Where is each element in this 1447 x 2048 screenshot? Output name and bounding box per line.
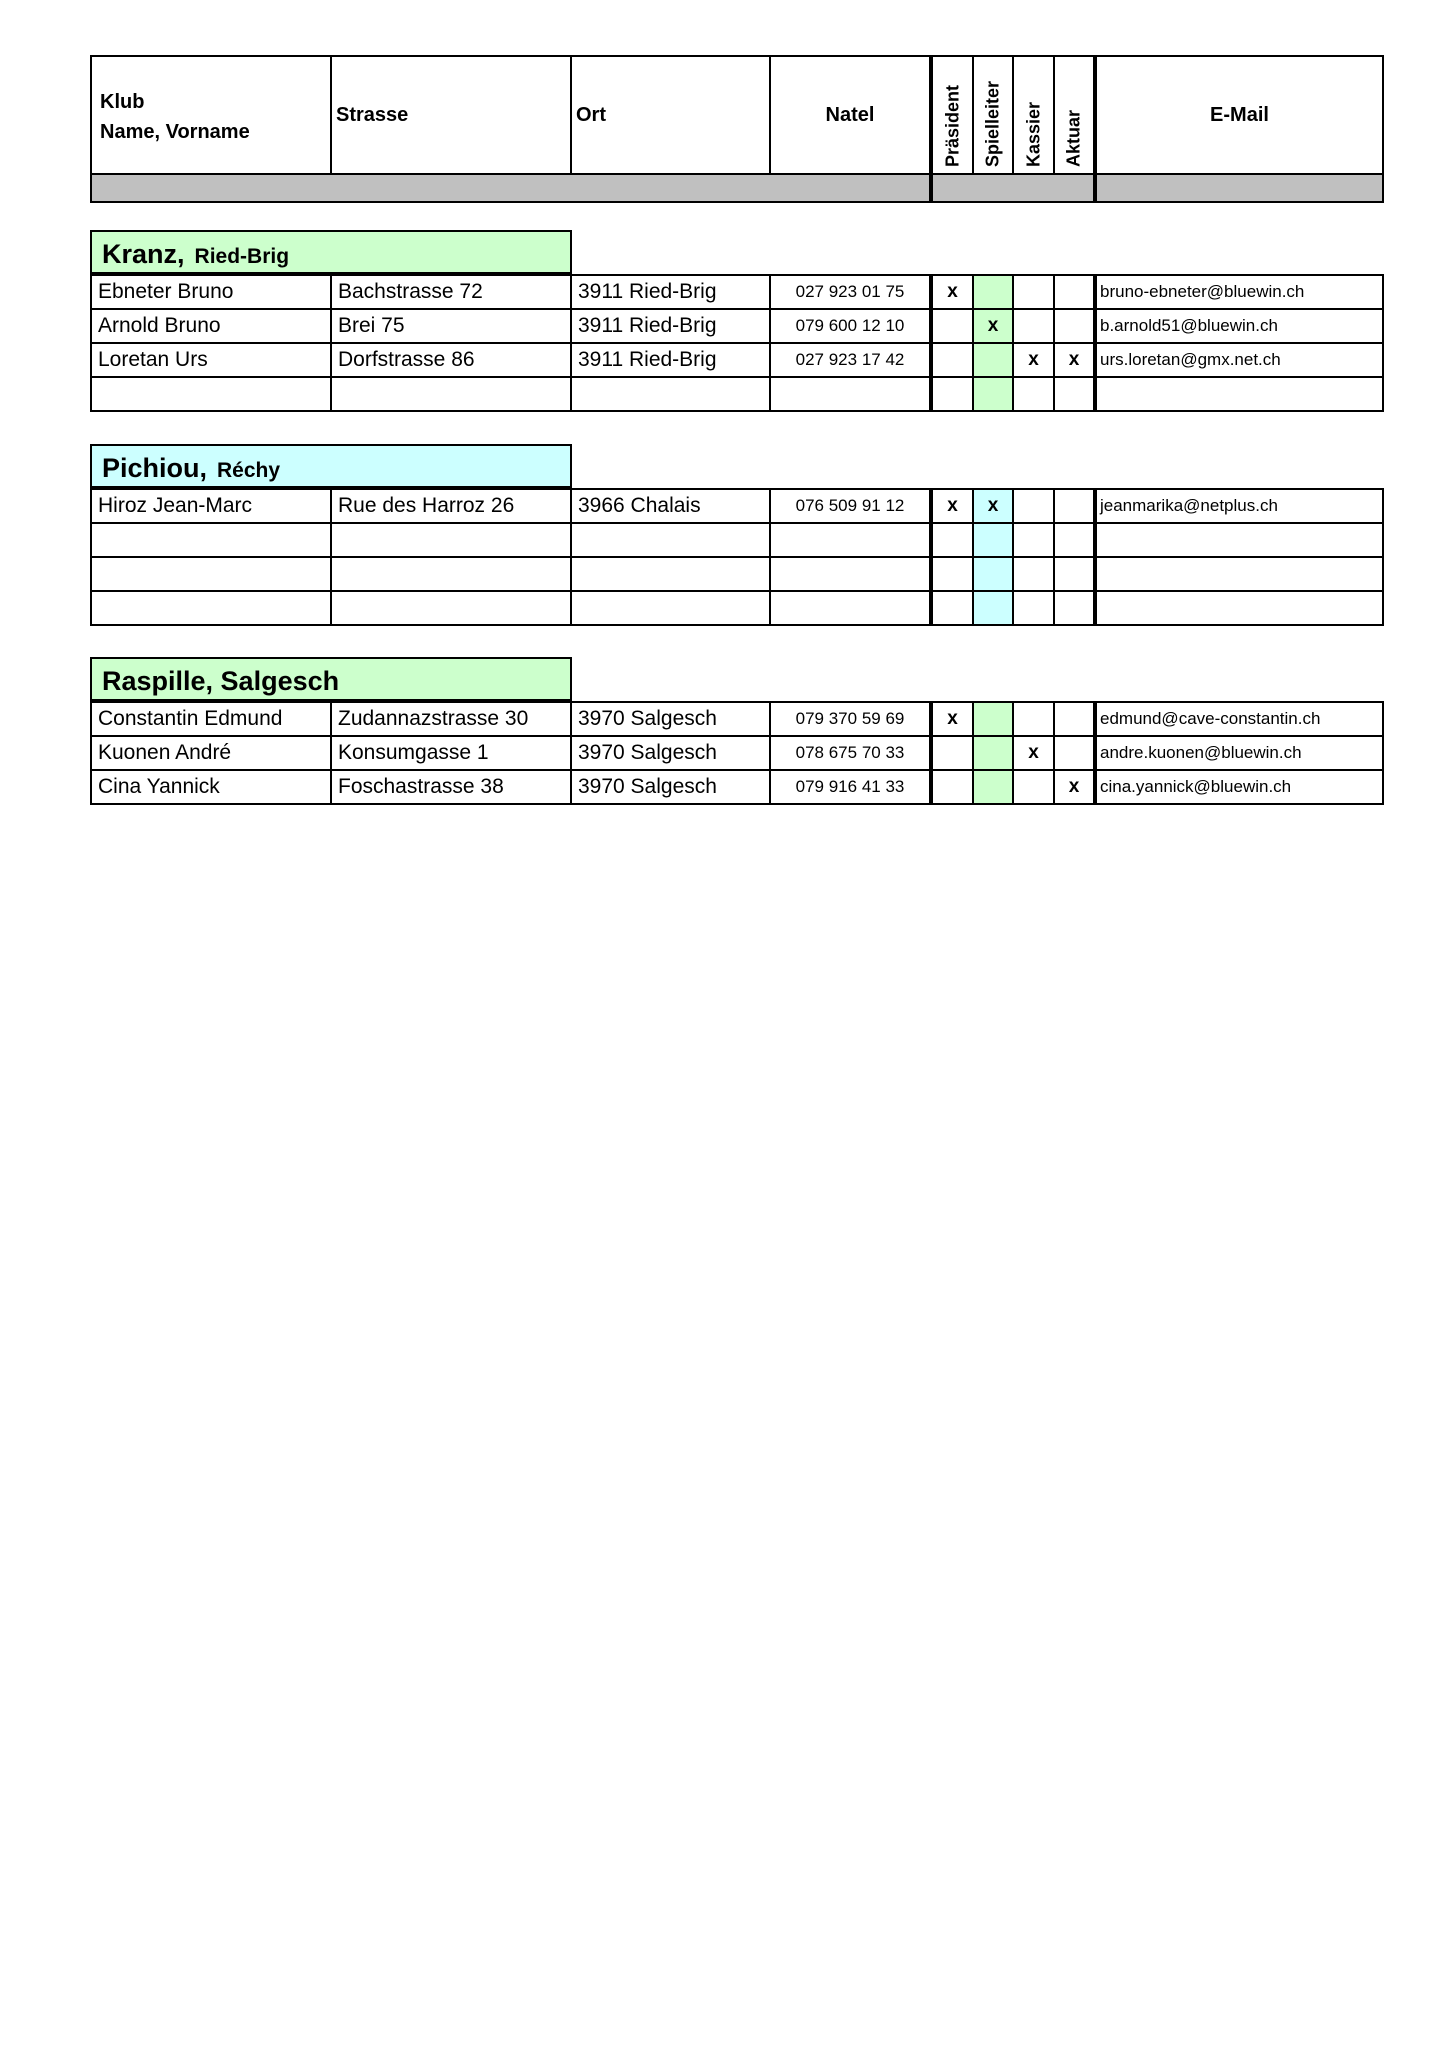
cell-name: Constantin Edmund	[92, 703, 332, 735]
cell-kass	[1014, 592, 1055, 624]
cell-spiel	[974, 524, 1014, 556]
cell-praes: x	[933, 703, 974, 735]
cell-email	[1097, 378, 1382, 410]
header-aktuar: Aktuar	[1055, 57, 1097, 173]
cell-street: Dorfstrasse 86	[332, 344, 572, 376]
header-klub-name	[92, 57, 332, 173]
cell-praes: x	[933, 490, 974, 522]
cell-praes: x	[933, 276, 974, 308]
club-title	[90, 444, 572, 488]
club-place: Réchy	[217, 459, 281, 482]
cell-street: Brei 75	[332, 310, 572, 342]
cell-tel: 027 923 01 75	[771, 276, 933, 308]
cell-kass: x	[1014, 737, 1055, 769]
cell-spiel	[974, 558, 1014, 590]
cell-name: Ebneter Bruno	[92, 276, 332, 308]
cell-street: Foschastrasse 38	[332, 771, 572, 803]
cell-street	[332, 378, 572, 410]
cell-street	[332, 524, 572, 556]
cell-tel: 079 600 12 10	[771, 310, 933, 342]
header-email: E-Mail	[1210, 104, 1269, 126]
header-strasse: Strasse	[332, 57, 572, 173]
cell-praes	[933, 524, 974, 556]
cell-ort	[572, 592, 771, 624]
cell-spiel	[974, 276, 1014, 308]
cell-tel: 076 509 91 12	[771, 490, 933, 522]
cell-name: Kuonen André	[92, 737, 332, 769]
cell-akt: x	[1055, 771, 1097, 803]
header-natel: Natel	[771, 57, 933, 173]
header-table	[90, 55, 1384, 203]
cell-ort	[572, 558, 771, 590]
club-place: Ried-Brig	[194, 245, 290, 268]
cell-kass	[1014, 378, 1055, 410]
cell-email	[1097, 524, 1382, 556]
table-row	[90, 488, 1384, 524]
cell-akt	[1055, 276, 1097, 308]
cell-akt	[1055, 524, 1097, 556]
table-row	[90, 342, 1384, 378]
cell-ort: 3970 Salgesch	[572, 703, 771, 735]
cell-name	[92, 558, 332, 590]
cell-kass	[1014, 490, 1055, 522]
cell-name: Hiroz Jean-Marc	[92, 490, 332, 522]
cell-email: b.arnold51@bluewin.ch	[1100, 316, 1278, 335]
cell-akt: x	[1055, 344, 1097, 376]
cell-email: andre.kuonen@bluewin.ch	[1100, 743, 1302, 762]
cell-kass	[1014, 771, 1055, 803]
cell-praes	[933, 592, 974, 624]
cell-ort: 3970 Salgesch	[572, 771, 771, 803]
cell-kass	[1014, 703, 1055, 735]
table-row	[90, 308, 1384, 344]
cell-tel: 078 675 70 33	[771, 737, 933, 769]
cell-tel: 027 923 17 42	[771, 344, 933, 376]
cell-ort: 3911 Ried-Brig	[572, 276, 771, 308]
header-grey-bar	[92, 173, 933, 201]
cell-ort: 3911 Ried-Brig	[572, 344, 771, 376]
cell-ort: 3966 Chalais	[572, 490, 771, 522]
cell-akt	[1055, 310, 1097, 342]
header-name-vorname: Name, Vorname	[100, 121, 250, 143]
header-grey-bar	[933, 173, 1097, 201]
cell-kass	[1014, 558, 1055, 590]
cell-akt	[1055, 703, 1097, 735]
cell-akt	[1055, 558, 1097, 590]
cell-street: Bachstrasse 72	[332, 276, 572, 308]
header-ort: Ort	[572, 57, 771, 173]
cell-name	[92, 592, 332, 624]
cell-akt	[1055, 737, 1097, 769]
table-row	[90, 590, 1384, 626]
cell-kass	[1014, 276, 1055, 308]
cell-tel: 079 370 59 69	[771, 703, 933, 735]
cell-spiel	[974, 703, 1014, 735]
cell-ort: 3911 Ried-Brig	[572, 310, 771, 342]
cell-email: edmund@cave-constantin.ch	[1100, 709, 1321, 728]
cell-name: Cina Yannick	[92, 771, 332, 803]
cell-ort: 3970 Salgesch	[572, 737, 771, 769]
cell-street	[332, 558, 572, 590]
cell-praes	[933, 310, 974, 342]
cell-praes	[933, 771, 974, 803]
cell-ort	[572, 524, 771, 556]
cell-praes	[933, 378, 974, 410]
table-row	[90, 701, 1384, 737]
cell-email	[1097, 592, 1382, 624]
table-row	[90, 556, 1384, 592]
header-grey-bar	[1097, 173, 1382, 201]
cell-street	[332, 592, 572, 624]
table-row	[90, 522, 1384, 558]
club-name: Pichiou,	[102, 453, 208, 483]
cell-tel	[771, 592, 933, 624]
cell-street: Konsumgasse 1	[332, 737, 572, 769]
cell-email: jeanmarika@netplus.ch	[1100, 496, 1278, 515]
cell-akt	[1055, 378, 1097, 410]
cell-email: cina.yannick@bluewin.ch	[1100, 777, 1292, 796]
header-klub: Klub	[100, 91, 145, 113]
cell-spiel	[974, 592, 1014, 624]
cell-name: Arnold Bruno	[92, 310, 332, 342]
cell-akt	[1055, 592, 1097, 624]
table-row	[90, 735, 1384, 771]
club-name: Kranz,	[102, 239, 185, 269]
cell-praes	[933, 737, 974, 769]
club-title	[90, 657, 572, 701]
cell-kass	[1014, 310, 1055, 342]
cell-name: Loretan Urs	[92, 344, 332, 376]
cell-name	[92, 378, 332, 410]
club-title	[90, 230, 572, 274]
cell-spiel: x	[974, 490, 1014, 522]
cell-email: bruno-ebneter@bluewin.ch	[1100, 282, 1305, 301]
cell-tel: 079 916 41 33	[771, 771, 933, 803]
cell-email	[1097, 558, 1382, 590]
cell-tel	[771, 378, 933, 410]
cell-praes	[933, 344, 974, 376]
table-row	[90, 376, 1384, 412]
cell-kass: x	[1014, 344, 1055, 376]
cell-spiel	[974, 771, 1014, 803]
cell-spiel	[974, 378, 1014, 410]
cell-ort	[572, 378, 771, 410]
club-name: Raspille, Salgesch	[102, 666, 340, 696]
cell-spiel	[974, 344, 1014, 376]
table-row	[90, 769, 1384, 805]
header-kassier: Kassier	[1014, 57, 1055, 173]
cell-spiel	[974, 737, 1014, 769]
cell-praes	[933, 558, 974, 590]
cell-kass	[1014, 524, 1055, 556]
cell-street: Zudannazstrasse 30	[332, 703, 572, 735]
cell-tel	[771, 558, 933, 590]
header-spielleiter: Spielleiter	[974, 57, 1014, 173]
header-praesident: Präsident	[933, 57, 974, 173]
table-row	[90, 274, 1384, 310]
cell-email: urs.loretan@gmx.net.ch	[1100, 350, 1281, 369]
cell-spiel: x	[974, 310, 1014, 342]
cell-tel	[771, 524, 933, 556]
cell-street: Rue des Harroz 26	[332, 490, 572, 522]
cell-name	[92, 524, 332, 556]
cell-akt	[1055, 490, 1097, 522]
